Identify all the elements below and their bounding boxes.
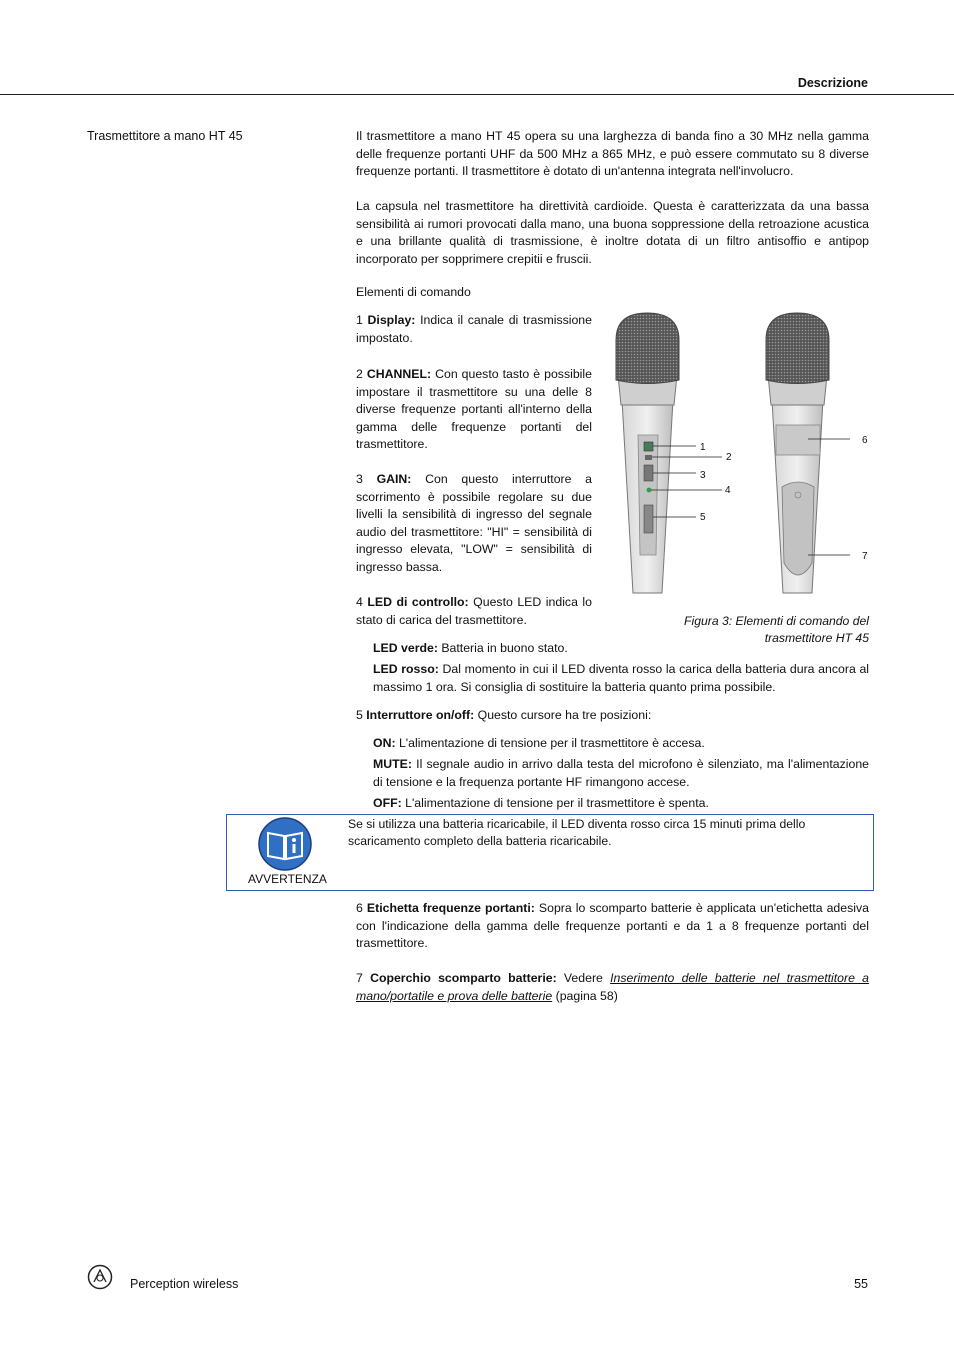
item-onoff: 5 Interruttore on/off: Questo cursore ha tre posizioni: bbox=[356, 708, 652, 722]
callout-4: 4 bbox=[725, 485, 731, 496]
controls-heading: Elementi di comando bbox=[356, 285, 471, 299]
callout-6: 6 bbox=[862, 435, 868, 446]
item-gain: 3 GAIN: Con questo interruttore a scorrimento è possibile regolare su due livelli la sensibilità di ingresso del segnale audio del trasmettitore: "HI" = sensibilità di ingresso elevata, "LOW" = sensibilità di ingresso bassa. bbox=[356, 472, 593, 574]
info-book-icon bbox=[258, 817, 312, 871]
item-frequency-label: 6 Etichetta frequenze portanti: Sopra lo scomparto batterie è applicata un'etichetta adesiva con l'indicazione della gamma delle frequenze portanti e da 1 a 8 frequenze portanti del trasmettitore. bbox=[356, 901, 869, 950]
intro-paragraph-1: Il trasmettitore a mano HT 45 opera su una larghezza di banda fino a 30 MHz nella gamma delle frequenze portanti UHF da 500 MHz a 865 MHz, e può essere commutato su 8 diverse frequenze portanti. Il trasmettitore è dotato di un'antenna integrata nell'involucro. bbox=[356, 129, 869, 178]
callout-3: 3 bbox=[700, 470, 706, 481]
callout-1: 1 bbox=[700, 442, 706, 453]
switch-mute: MUTE: Il segnale audio in arrivo dalla testa del microfono è silenziato, ma l'alimentazione di tensione e la frequenza portante HF rimangono accese. bbox=[373, 757, 869, 789]
header-divider bbox=[0, 94, 954, 95]
callout-2: 2 bbox=[726, 452, 732, 463]
warning-text: Se si utilizza una batteria ricaricabile, il LED diventa rosso circa 15 minuti prima dello scaricamento completo della batteria ricaricabile. bbox=[348, 817, 806, 848]
switch-off: OFF: L'alimentazione di tensione per il trasmettitore è spenta. bbox=[373, 796, 709, 810]
transmitter-figure bbox=[600, 305, 880, 605]
mic-back-view bbox=[766, 313, 829, 593]
item-channel: 2 CHANNEL: Con questo tasto è possibile impostare il trasmettitore su una delle 8 diverse frequenze portanti all'interno della gamma delle frequenze portanti del trasmettitore. bbox=[356, 367, 592, 451]
callout-7: 7 bbox=[862, 551, 868, 562]
item-display: 1 Display: Indica il canale di trasmissione impostato. bbox=[356, 313, 592, 345]
switch-on: ON: L'alimentazione di tensione per il trasmettitore è accesa. bbox=[373, 736, 705, 750]
led-green: LED verde: Batteria in buono stato. bbox=[373, 641, 568, 655]
warning-label: AVVERTENZA bbox=[248, 872, 327, 886]
figure-caption: Figura 3: Elementi di comando del trasmettitore HT 45 bbox=[684, 614, 869, 645]
mic-front-view bbox=[616, 313, 679, 593]
callout-5: 5 bbox=[700, 512, 706, 523]
page-number: 55 bbox=[854, 1277, 868, 1291]
intro-paragraph-2: La capsula nel trasmettitore ha direttività cardioide. Questa è caratterizzata da una bassa sensibilità ai rumori provocati dalla mano, una buona soppressione della retroazione acustica e una brillante qualità di trasmissione, è inoltre dotata di un filtro antisoffio e antipop incorporato per sopprimere crepitii e fruscii. bbox=[356, 199, 869, 266]
led-red: LED rosso: Dal momento in cui il LED diventa rosso la carica della batteria dura ancora al massimo 1 ora. Si consiglia di sostituire la batteria quanto prima possibile. bbox=[373, 662, 870, 694]
side-heading: Trasmettitore a mano HT 45 bbox=[87, 129, 243, 143]
section-title: Descrizione bbox=[797, 76, 868, 90]
item-battery-cover: 7 Coperchio scomparto batterie: Vedere Inserimento delle batterie nel trasmettitore a mano/portatile e prova delle batterie (pagina 58) bbox=[356, 971, 869, 1003]
item-led: 4 LED di controllo: Questo LED indica lo stato di carica del trasmettitore. bbox=[356, 595, 592, 627]
battery-insertion-link[interactable]: Inserimento delle batterie nel trasmettitore a mano/portatile e prova delle batterie bbox=[356, 971, 869, 1003]
footer-product: Perception wireless bbox=[130, 1277, 239, 1291]
akg-logo-icon bbox=[87, 1264, 113, 1290]
